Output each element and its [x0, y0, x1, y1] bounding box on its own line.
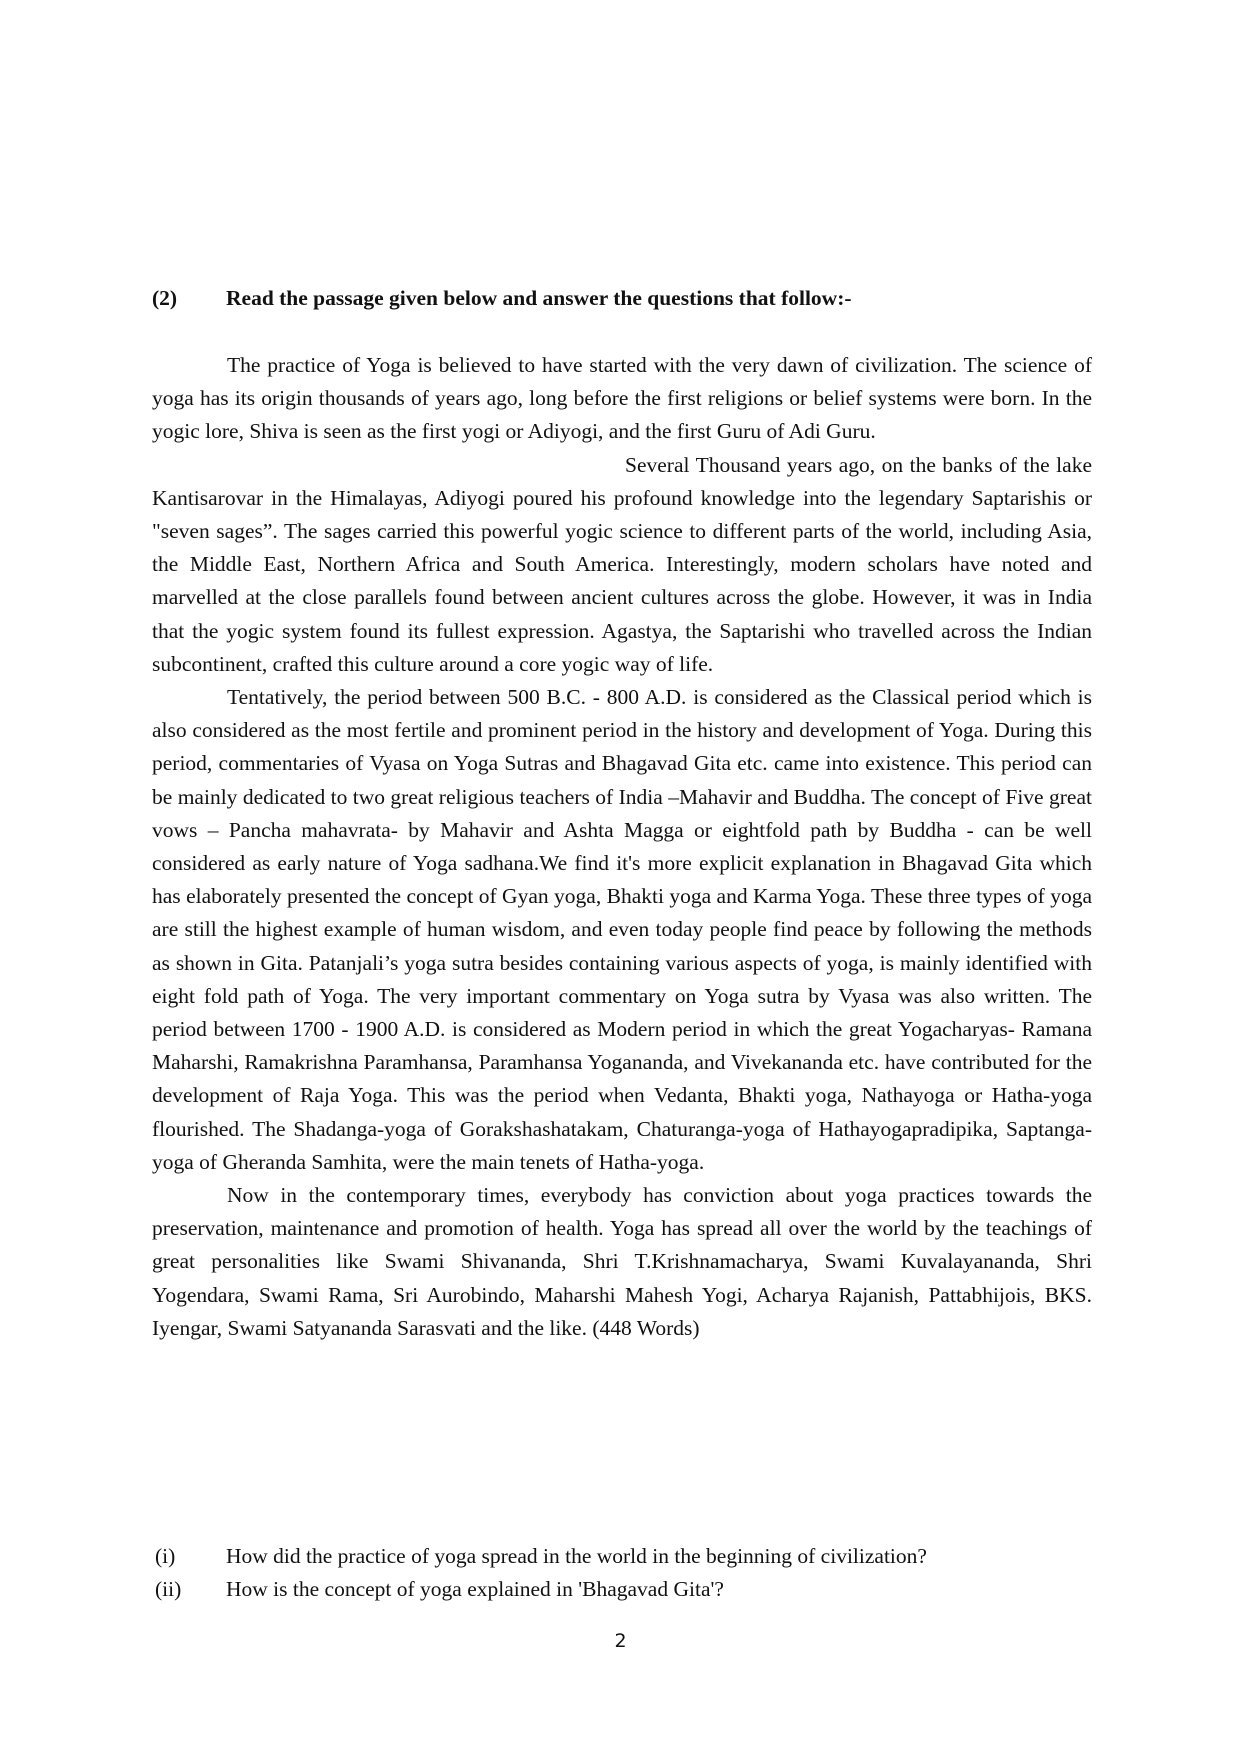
question-item-text: How is the concept of yoga explained in 'Bhagavad Gita'?: [226, 1577, 724, 1602]
question-number: (2): [152, 286, 178, 310]
reading-passage: [152, 349, 1092, 1345]
question-item-number: (i): [155, 1544, 176, 1568]
question-item: [152, 1540, 1092, 1573]
passage-paragraph-3: Tentatively, the period between 500 B.C. - 800 A.D. is considered as the Classical period which is also considered as the most fertile and prominent period in the history and development of Yoga. During this period, commentaries of Vyasa on Yoga Sutras and Bhagavad Gita etc. came into existence. This period can be mainly dedicated to two great religious teachers of India –Mahavir and Buddha. The concept of Five great vows – Pancha mahavrata- by Mahavir and Ashta Magga or eightfold path by Buddha - can be well considered as early nature of Yoga sadhana.We find it's more explicit explanation in Bhagavad Gita which has elaborately presented the concept of Gyan yoga, Bhakti yoga and Karma Yoga. These three types of yoga are still the highest example of human wisdom, and even today people find peace by following the methods as shown in Gita. Patanjali’s yoga sutra besides containing various aspects of yoga, is mainly identified with eight fold path of Yoga. The very important commentary on Yoga sutra by Vyasa was also written. The period between 1700 - 1900 A.D. is considered as Modern period in which the great Yogacharyas- Ramana Maharshi, Ramakrishna Paramhansa, Paramhansa Yogananda, and Vivekananda etc. have contributed for the development of Raja Yoga. This was the period when Vedanta, Bhakti yoga, Nathayoga or Hatha-yoga flourished. The Shadanga-yoga of Gorakshashatakam, Chaturanga-yoga of Hathayogapradipika, Saptanga-yoga of Gheranda Samhita, were the main tenets of Hatha-yoga.: [152, 685, 1092, 1174]
passage-paragraph-1: The practice of Yoga is believed to have started with the very dawn of civilization. The science of yoga has its origin thousands of years ago, long before the first religions or belief systems were born. In the yogic lore, Shiva is seen as the first yogi or Adiyogi, and the first Guru of Adi Guru.: [152, 353, 1092, 444]
question-item-text: How did the practice of yoga spread in the world in the beginning of civilization?: [226, 1544, 927, 1568]
question-list: [152, 1540, 1092, 1606]
passage-paragraph-4: Now in the contemporary times, everybody has conviction about yoga practices towards the preservation, maintenance and promotion of health. Yoga has spread all over the world by the teachings of great personalities like Swami Shivananda, Shri T.Krishnamacharya, Swami Kuvalayananda, Shri Yogendara, Swami Rama, Sri Aurobindo, Maharshi Mahesh Yogi, Acharya Rajanish, Pattabhijois, BKS. Iyengar, Swami Satyananda Sarasvati and the like. (448 Words): [152, 1183, 1092, 1340]
question-heading: [152, 283, 1092, 313]
question-instruction: Read the passage given below and answer the questions that follow:-: [226, 286, 852, 310]
page-number: 2: [614, 1630, 627, 1652]
question-item: [152, 1573, 1092, 1606]
passage-paragraph-2: Several Thousand years ago, on the banks of the lake Kantisarovar in the Himalayas, Adiyogi poured his profound knowledge into the legendary Saptarishis or "seven sages”. The sages carried this powerful yogic science to different parts of the world, including Asia, the Middle East, Northern Africa and South America. Interestingly, modern scholars have noted and marvelled at the close parallels found between ancient cultures across the globe. However, it was in India that the yogic system found its fullest expression. Agastya, the Saptarishi who travelled across the Indian subcontinent, crafted this culture around a core yogic way of life.: [152, 452, 1092, 676]
question-item-number: (ii): [155, 1577, 182, 1602]
